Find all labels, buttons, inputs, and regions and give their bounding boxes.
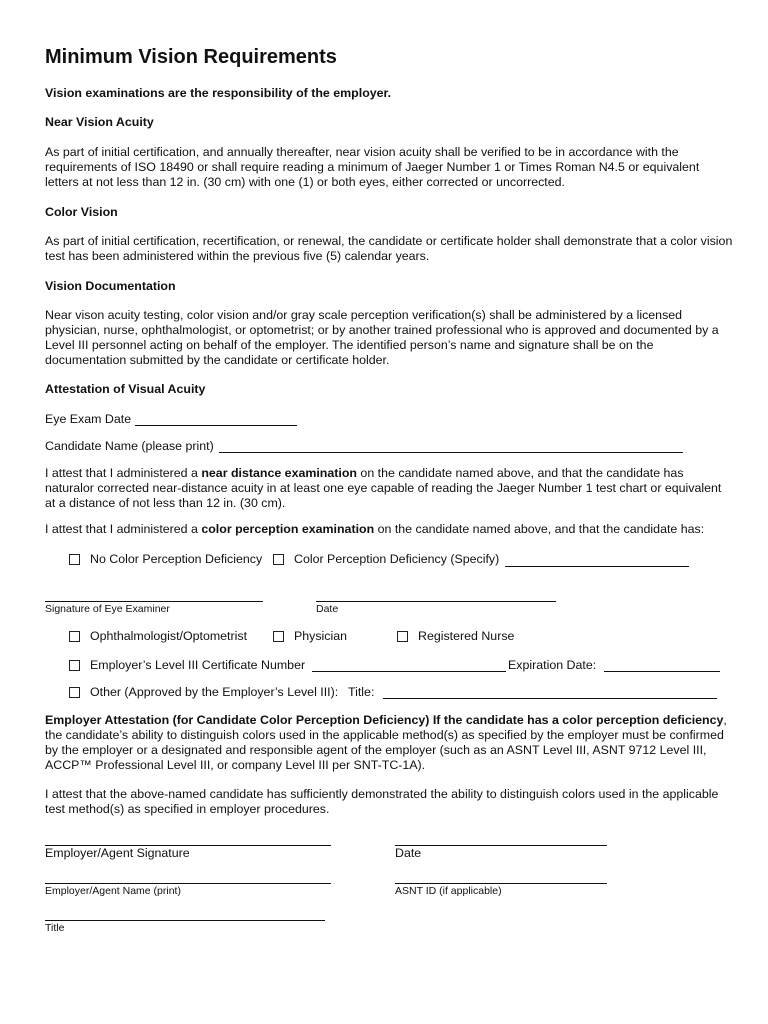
examiner-date-field[interactable] <box>316 601 556 602</box>
ophthalmologist-checkbox[interactable] <box>69 631 80 642</box>
no-deficiency-checkbox[interactable] <box>69 554 80 565</box>
employer-name-field[interactable] <box>45 883 331 884</box>
nurse-checkbox[interactable] <box>397 631 408 642</box>
employer-date-field[interactable] <box>395 845 607 846</box>
attestation-heading: Attestation of Visual Acuity <box>45 382 206 396</box>
color-vision-heading: Color Vision <box>45 205 118 219</box>
no-deficiency-label: No Color Perception Deficiency <box>90 552 263 566</box>
asnt-id-field[interactable] <box>395 883 607 884</box>
candidate-name-label: Candidate Name (please print) <box>45 439 214 453</box>
ophthalmologist-label: Ophthalmologist/Optometrist <box>90 629 248 643</box>
intro-text: Vision examinations are the responsibility of the employer. <box>45 86 392 100</box>
candidate-name-field[interactable] <box>219 452 683 453</box>
examiner-date-label: Date <box>316 603 339 615</box>
examiner-signature-field[interactable] <box>45 601 263 602</box>
expiration-date-field[interactable] <box>604 671 720 672</box>
examiner-signature-label: Signature of Eye Examiner <box>45 603 170 615</box>
deficiency-label: Color Perception Deficiency (Specify) <box>294 552 500 566</box>
other-checkbox[interactable] <box>69 687 80 698</box>
other-label: Other (Approved by the Employer’s Level III): <box>90 685 339 699</box>
employer-attestation-text: Employer Attestation (for Candidate Color Perception Deficiency) If the candidate has a color perception deficiency, the candidate’s ability to distinguish colors used in the applicable method(s) as specified by the employer must be confirmed by the employer or a designated and responsible agent of the employer (such as an ASNT Level III, ASNT 9712 Level III, ACCP™ Professional Level III, or company Level III per SNT-TC-1A). <box>45 713 727 772</box>
expiration-label: Expiration Date: <box>508 658 597 672</box>
other-title-field[interactable] <box>383 698 717 699</box>
deficiency-specify-field[interactable] <box>505 566 689 567</box>
color-attest-text: I attest that I administered a color perception examination on the candidate named above, and that the candidate has: <box>45 522 705 536</box>
nurse-label: Registered Nurse <box>418 629 515 643</box>
asnt-id-label: ASNT ID (if applicable) <box>395 885 502 897</box>
other-title-label: Title: <box>348 685 375 699</box>
eye-exam-date-label: Eye Exam Date <box>45 412 132 426</box>
vision-doc-heading: Vision Documentation <box>45 279 176 293</box>
eye-exam-date-field[interactable] <box>135 425 297 426</box>
near-vision-text: As part of initial certification, and annually thereafter, near vision acuity shall be verified to be in accordance with the requirements of ISO 18490 or shall require reading a minimum of Jaeger Number 1 or Times Roman N4.5 or equivalent letters at not less than 12 in. (30 cm) with one (1) or both eyes, either corrected or uncorrected. <box>45 145 700 189</box>
deficiency-checkbox[interactable] <box>273 554 284 565</box>
level3-number-field[interactable] <box>312 671 506 672</box>
employer-date-label: Date <box>395 846 422 860</box>
near-attest-text: I attest that I administered a near distance examination on the candidate named above, and that the candidate has naturalor corrected near-distance acuity in at least one eye capable of reading the Jaeger Number 1 test chart or equivalent at a distance of not less than 12 in. (30 cm). <box>45 466 722 510</box>
employer-signature-label: Employer/Agent Signature <box>45 846 190 860</box>
page-title: Minimum Vision Requirements <box>45 46 337 68</box>
employer-title-field[interactable] <box>45 920 325 921</box>
employer-name-label: Employer/Agent Name (print) <box>45 885 181 897</box>
physician-label: Physician <box>294 629 348 643</box>
level3-checkbox[interactable] <box>69 660 80 671</box>
employer-title-label: Title <box>45 922 65 934</box>
vision-doc-text: Near vison acuity testing, color vision and/or gray scale perception verification(s) shall be administered by a licensed physician, nurse, ophthalmologist, or optometrist; or by another trained professional who is approved and documented by a Level III personnel acting on behalf of the employer. The identified person’s name and signature shall be on the documentation submitted by the candidate or certificate holder. <box>45 308 719 367</box>
physician-checkbox[interactable] <box>273 631 284 642</box>
near-vision-heading: Near Vision Acuity <box>45 115 154 129</box>
level3-label: Employer’s Level III Certificate Number <box>90 658 306 672</box>
employer-attest-text: I attest that the above-named candidate has sufficiently demonstrated the ability to distinguish colors used in the applicable test method(s) as specified in employer procedures. <box>45 787 719 816</box>
color-vision-text: As part of initial certification, recertification, or renewal, the candidate or certificate holder shall demonstrate that a color vision test has been administered within the previous five (5) calendar years. <box>45 234 733 263</box>
